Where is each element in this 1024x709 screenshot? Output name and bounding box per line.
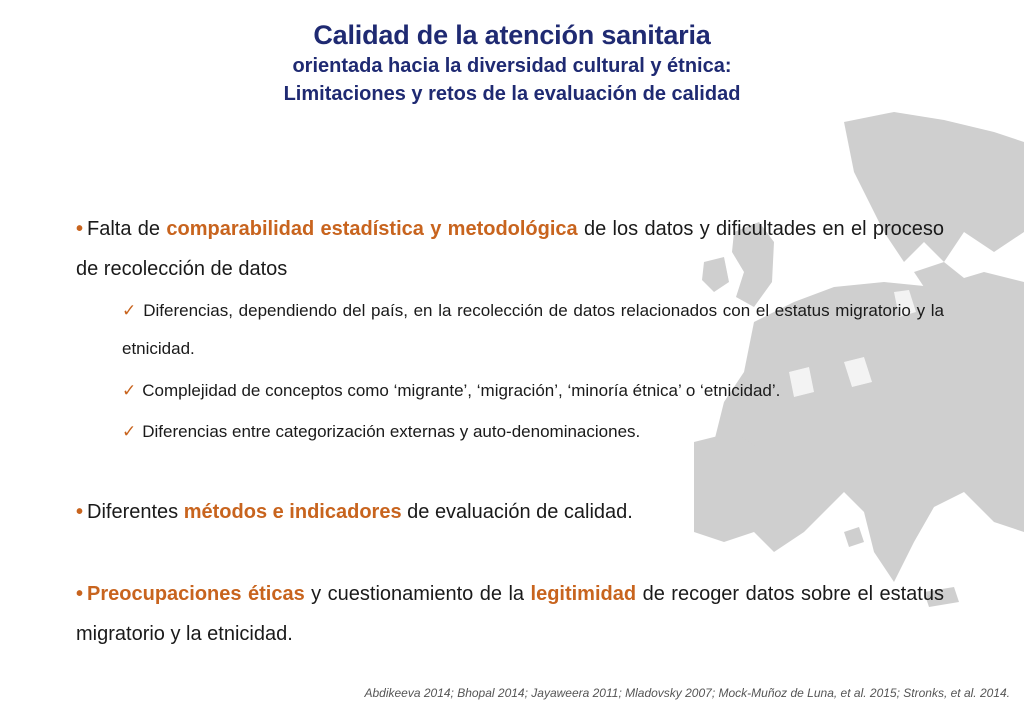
subitem-3: ✓ Diferencias entre categorización externas y auto-denominaciones. xyxy=(122,422,641,441)
subitem-1: ✓ Diferencias, dependiendo del país, en la recolección de datos relacionados con el estatus migratorio y la etnicidad. xyxy=(122,301,944,358)
bullet-1: • Falta de comparabilidad estadística y metodológica de los datos y dificultades en el proceso de recolección de datos xyxy=(76,218,944,280)
bullet-marker: • xyxy=(76,583,84,605)
bullet-3: • Preocupaciones éticas y cuestionamiento de la legitimidad de recoger datos sobre el estatus migratorio y la etnicidad. xyxy=(76,583,944,645)
check-icon: ✓ xyxy=(122,422,137,441)
highlight-comparabilidad: comparabilidad estadística y metodológica xyxy=(166,218,578,240)
title-line-3: Limitaciones y retos de la evaluación de calidad xyxy=(283,83,741,105)
highlight-preocupaciones: Preocupaciones éticas xyxy=(87,583,305,605)
check-icon: ✓ xyxy=(122,381,137,400)
references: Abdikeeva 2014; Bhopal 2014; Jayaweera 2011; Mladovsky 2007; Mock-Muñoz de Luna, et al. 2015; Stronks, et al. 2014. xyxy=(364,686,1010,700)
title-line-1: Calidad de la atención sanitaria xyxy=(313,20,711,50)
highlight-metodos: métodos e indicadores xyxy=(183,501,402,523)
check-icon: ✓ xyxy=(122,301,138,320)
bullet-marker: • xyxy=(76,501,84,523)
subitem-2: ✓ Complejidad de conceptos como ‘migrante’, ‘migración’, ‘minoría étnica’ o ‘etnicidad’. xyxy=(122,381,781,400)
bullet-2: • Diferentes métodos e indicadores de evaluación de calidad. xyxy=(76,501,633,523)
bullet-marker: • xyxy=(76,218,84,240)
title-line-2: orientada hacia la diversidad cultural y étnica: xyxy=(292,55,732,77)
highlight-legitimidad: legitimidad xyxy=(530,583,637,605)
